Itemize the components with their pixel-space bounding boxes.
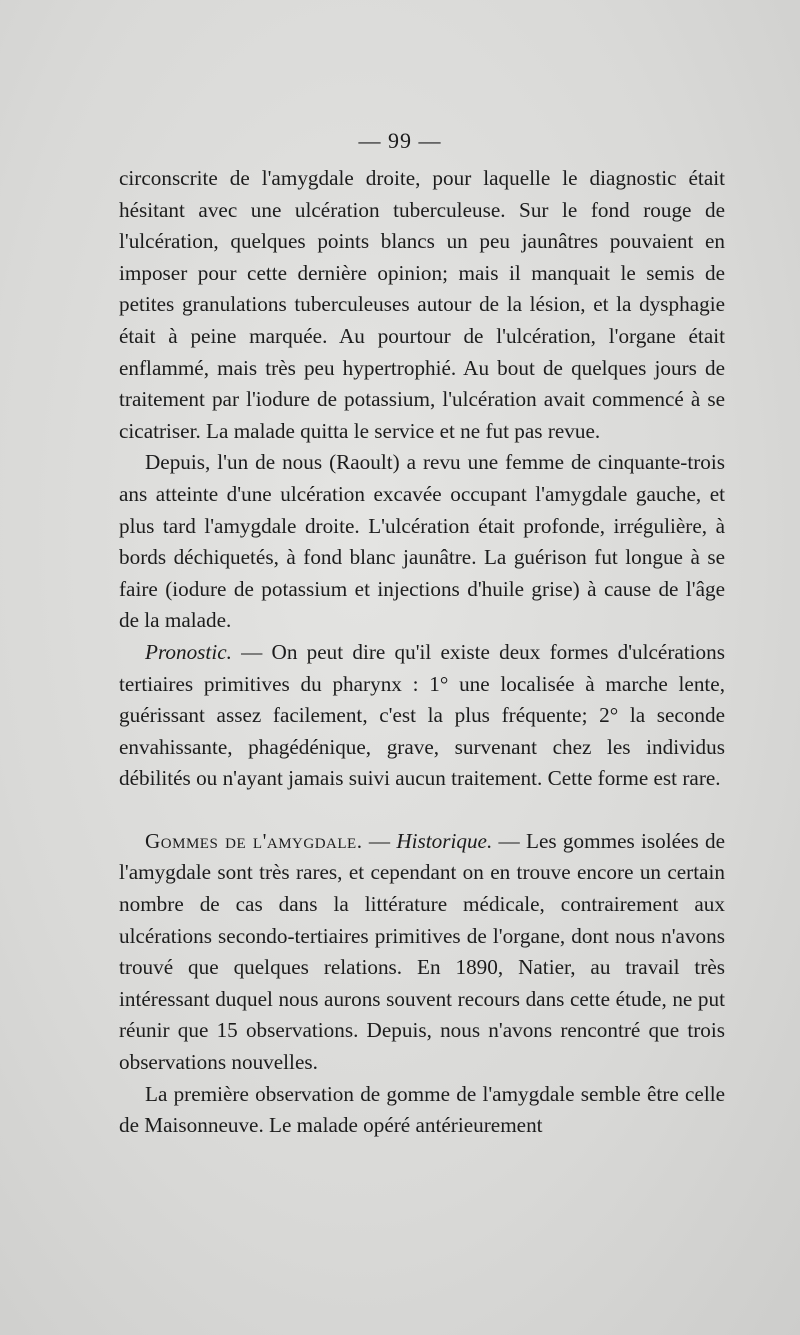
paragraph-text: Depuis, l'un de nous (Raoult) a revu une femme de cinquante-trois ans atteinte d'une ulcération excavée occupant l'amygdale gauche, et plus tard l'amygdale droite. L'ulcération était profonde, irrégulière, à bords déchiquetés, à fond blanc jaunâtre. La guérison fut longue à se faire (iodure de potassium et injections d'huile grise) à cause de l'âge de la malade. xyxy=(119,450,725,633)
paragraph xyxy=(119,163,725,447)
page-number: — 99 — xyxy=(358,128,442,153)
subheading: Pronostic. xyxy=(145,639,232,664)
body-text xyxy=(119,163,725,1142)
paragraph-text: — Les gommes isolées de l'amygdale sont très rares, et cependant on en trouve encore un certain nombre de cas dans la littérature médicale, contrairement aux ulcérations secondo-tertiaires primitives de l'organe, dont nous n'avons trouvé que quelques relations. En 1890, Natier, au travail très intéressant duquel nous aurons souvent recours dans cette étude, ne put réunir que 15 observations. Depuis, nous n'avons rencontré que trois observations nouvelles. xyxy=(119,828,725,1075)
paragraph xyxy=(119,1079,725,1142)
paragraph xyxy=(119,447,725,637)
paragraph-text: — On peut dire qu'il existe deux formes d'ulcérations tertiaires primitives du pharynx : 1° une localisée à marche lente, guérissant assez facilement, c'est la plus fréquente; 2° la seconde envahissante, phagédénique, grave, survenant chez les individus débilités ou n'ayant jamais suivi aucun traitement. Cette forme est rare. xyxy=(119,639,725,791)
subheading: Historique. xyxy=(396,828,493,853)
paragraph-text: La première observation de gomme de l'amygdale semble être celle de Maisonneuve. Le malade opéré antérieurement xyxy=(119,1081,725,1138)
paragraph xyxy=(119,637,725,795)
paragraph xyxy=(119,826,725,1079)
section-title: Gommes de l'amygdale. xyxy=(145,828,363,853)
paragraph-text: circonscrite de l'amygdale droite, pour laquelle le diagnostic était hésitant avec une ulcération tuberculeuse. Sur le fond rouge de l'ulcération, quelques points blancs un peu jaunâtres pouvaient en imposer pour cette dernière opinion; mais il manquait le semis de petites granulations tuberculeuses autour de la lésion, et la dysphagie était à peine marquée. Au pourtour de l'ulcération, l'organe était enflammé, mais très peu hypertrophié. Au bout de quelques jours de traitement par l'iodure de potassium, l'ulcération avait commencé à se cicatriser. La malade quitta le service et ne fut pas revue. xyxy=(119,166,725,443)
separator: — xyxy=(362,828,397,853)
